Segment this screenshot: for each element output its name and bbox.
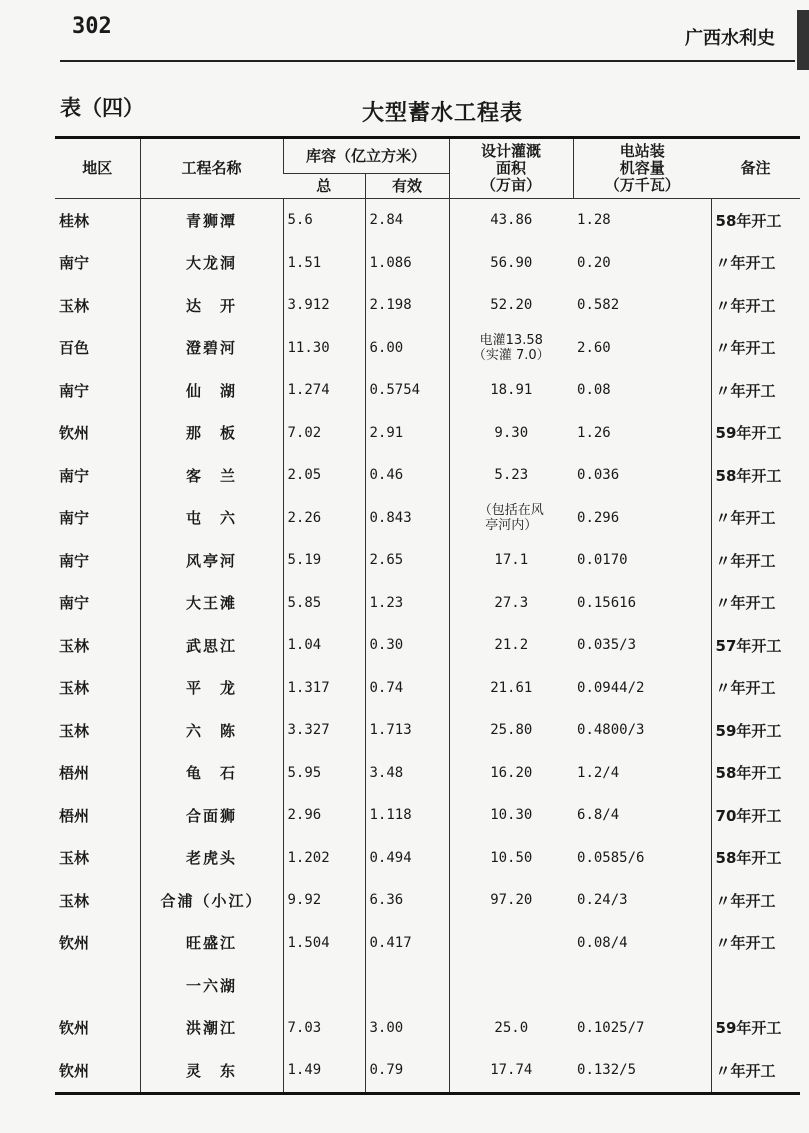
cell-name: 合面狮 xyxy=(140,794,283,837)
cell-remark: 〃年开工 xyxy=(711,582,800,625)
cell-capacity-total: 1.317 xyxy=(283,667,365,710)
table-body xyxy=(55,199,800,1094)
cell-name: 平 龙 xyxy=(140,667,283,710)
cell-region: 钦州 xyxy=(59,934,90,953)
table-row xyxy=(55,369,800,412)
cell-capacity-effective: 0.417 xyxy=(365,922,449,965)
cell-name: 大龙洞 xyxy=(140,242,283,285)
cell-power: 0.0585/6 xyxy=(577,849,645,866)
cell-power: 0.4800/3 xyxy=(577,722,645,739)
cell-capacity-effective: 0.79 xyxy=(365,1049,449,1093)
col-header-capacity-effective: 有效 xyxy=(365,174,449,199)
table-row xyxy=(55,922,800,965)
cell-remark: 〃年开工 xyxy=(711,327,800,370)
table-row xyxy=(55,709,800,752)
cell-region: 钦州 xyxy=(59,1061,90,1080)
cell-remark: 58年开工 xyxy=(711,837,800,880)
cell-capacity-total xyxy=(283,964,365,1007)
cell-irrigation: 52.20 xyxy=(449,284,573,327)
cell-capacity-effective xyxy=(365,964,449,1007)
cell-irrigation: 21.2 xyxy=(449,624,573,667)
cell-capacity-effective: 6.00 xyxy=(365,327,449,370)
cell-remark: 58年开工 xyxy=(711,752,800,795)
cell-remark: 〃年开工 xyxy=(711,539,800,582)
cell-name: 老虎头 xyxy=(140,837,283,880)
cell-capacity-total: 9.92 xyxy=(283,879,365,922)
cell-region: 百色 xyxy=(59,339,90,358)
cell-power: 1.28 xyxy=(577,212,611,229)
cell-power: 0.0170 xyxy=(577,552,628,569)
cell-name: 屯 六 xyxy=(140,497,283,540)
cell-remark: 58年开工 xyxy=(711,199,800,242)
table-row xyxy=(55,794,800,837)
cell-remark: 59年开工 xyxy=(711,709,800,752)
cell-capacity-effective: 2.198 xyxy=(365,284,449,327)
cell-power: 0.20 xyxy=(577,254,611,271)
cell-remark: 〃年开工 xyxy=(711,879,800,922)
cell-capacity-total: 2.26 xyxy=(283,497,365,540)
cell-irrigation-line-1: 电灌13.58 xyxy=(479,332,543,348)
cell-remark: 57年开工 xyxy=(711,624,800,667)
cell-capacity-effective: 2.91 xyxy=(365,412,449,455)
cell-capacity-total: 1.504 xyxy=(283,922,365,965)
cell-region: 南宁 xyxy=(59,381,90,400)
table-row xyxy=(55,964,800,1007)
cell-capacity-total: 5.85 xyxy=(283,582,365,625)
page-number: 302 xyxy=(72,14,112,39)
cell-power: 0.08 xyxy=(577,382,611,399)
cell-irrigation: 18.91 xyxy=(449,369,573,412)
cell-remark: 70年开工 xyxy=(711,794,800,837)
cell-name: 合浦（小江） xyxy=(140,879,283,922)
cell-region: 南宁 xyxy=(59,254,90,273)
cell-remark: 58年开工 xyxy=(711,454,800,497)
table-row xyxy=(55,242,800,285)
cell-irrigation: 17.74 xyxy=(449,1049,573,1093)
cell-capacity-total: 5.6 xyxy=(283,199,365,242)
cell-remark: 59年开工 xyxy=(711,412,800,455)
cell-capacity-total: 5.19 xyxy=(283,539,365,582)
table-row xyxy=(55,1049,800,1093)
cell-region: 玉林 xyxy=(59,636,90,655)
col-header-power-line-3: （万千瓦） xyxy=(604,176,680,194)
col-header-capacity: 库容（亿立方米） xyxy=(283,138,449,174)
cell-capacity-total: 1.274 xyxy=(283,369,365,412)
cell-power: 0.132/5 xyxy=(577,1062,637,1079)
cell-capacity-effective: 2.65 xyxy=(365,539,449,582)
cell-irrigation: 10.50 xyxy=(449,837,573,880)
col-header-irrigation-line-3: （万亩） xyxy=(481,176,542,194)
cell-name: 风亭河 xyxy=(140,539,283,582)
cell-irrigation: 21.61 xyxy=(449,667,573,710)
cell-irrigation: 9.30 xyxy=(449,412,573,455)
cell-irrigation: 16.20 xyxy=(449,752,573,795)
cell-name: 六 陈 xyxy=(140,709,283,752)
cell-region: 南宁 xyxy=(59,466,90,485)
cell-irrigation: 27.3 xyxy=(449,582,573,625)
cell-power xyxy=(573,964,711,1007)
cell-name: 客 兰 xyxy=(140,454,283,497)
table-row xyxy=(55,327,800,370)
cell-capacity-total: 2.96 xyxy=(283,794,365,837)
cell-capacity-total: 5.95 xyxy=(283,752,365,795)
table-row xyxy=(55,412,800,455)
cell-region: 玉林 xyxy=(59,849,90,868)
cell-irrigation: 25.0 xyxy=(449,1007,573,1050)
cell-name: 达 开 xyxy=(140,284,283,327)
cell-capacity-effective: 3.48 xyxy=(365,752,449,795)
cell-name: 大王滩 xyxy=(140,582,283,625)
col-header-name: 工程名称 xyxy=(140,138,283,199)
page-edge-mark xyxy=(797,10,809,70)
running-title: 广西水利史 xyxy=(685,28,775,49)
table-row xyxy=(55,667,800,710)
cell-power: 0.15616 xyxy=(577,594,637,611)
cell-capacity-effective: 6.36 xyxy=(365,879,449,922)
cell-region: 钦州 xyxy=(59,1019,90,1038)
cell-remark: 〃年开工 xyxy=(711,284,800,327)
col-header-irrigation-line-1: 设计灌溉 xyxy=(481,142,542,160)
col-header-remark: 备注 xyxy=(711,138,800,199)
cell-power: 0.296 xyxy=(577,509,620,526)
cell-irrigation-line-2: （实灌 7.0） xyxy=(472,347,550,363)
table-row xyxy=(55,454,800,497)
cell-power: 0.08/4 xyxy=(577,934,628,951)
reservoir-table xyxy=(55,136,800,1095)
table-title: 大型蓄水工程表 xyxy=(362,101,524,126)
cell-capacity-total: 11.30 xyxy=(283,327,365,370)
cell-irrigation xyxy=(449,964,573,1007)
cell-region xyxy=(55,964,140,1007)
cell-region: 桂林 xyxy=(59,211,90,230)
table-row xyxy=(55,539,800,582)
cell-irrigation: 5.23 xyxy=(449,454,573,497)
cell-capacity-effective: 2.84 xyxy=(365,199,449,242)
cell-irrigation: 25.80 xyxy=(449,709,573,752)
cell-irrigation: 97.20 xyxy=(449,879,573,922)
col-header-irrigation xyxy=(449,138,573,199)
cell-irrigation xyxy=(449,327,573,370)
table-row xyxy=(55,497,800,540)
cell-irrigation: 43.86 xyxy=(449,199,573,242)
cell-irrigation: 10.30 xyxy=(449,794,573,837)
cell-power: 0.036 xyxy=(577,467,620,484)
col-header-power-line-2: 机容量 xyxy=(619,159,665,177)
cell-region: 玉林 xyxy=(59,891,90,910)
cell-region: 南宁 xyxy=(59,509,90,528)
cell-name: 龟 石 xyxy=(140,752,283,795)
cell-capacity-effective: 3.00 xyxy=(365,1007,449,1050)
cell-remark: 59年开工 xyxy=(711,1007,800,1050)
cell-name: 武思江 xyxy=(140,624,283,667)
cell-name: 仙 湖 xyxy=(140,369,283,412)
cell-remark: 〃年开工 xyxy=(711,369,800,412)
cell-capacity-effective: 1.118 xyxy=(365,794,449,837)
col-header-power-line-1: 电站装 xyxy=(619,142,665,160)
table-label: 表（四） xyxy=(60,96,144,120)
cell-name: 灵 东 xyxy=(140,1049,283,1093)
cell-power: 1.26 xyxy=(577,424,611,441)
cell-name: 澄碧河 xyxy=(140,327,283,370)
cell-remark: 〃年开工 xyxy=(711,667,800,710)
cell-region: 梧州 xyxy=(59,764,90,783)
cell-capacity-total: 7.03 xyxy=(283,1007,365,1050)
cell-power: 2.60 xyxy=(577,339,611,356)
col-header-capacity-total: 总 xyxy=(283,174,365,199)
cell-name: 一六湖 xyxy=(140,964,283,1007)
cell-capacity-total: 3.327 xyxy=(283,709,365,752)
cell-power: 1.2/4 xyxy=(577,764,620,781)
header-rule xyxy=(60,60,795,62)
cell-capacity-effective: 1.713 xyxy=(365,709,449,752)
cell-region: 玉林 xyxy=(59,721,90,740)
cell-remark: 〃年开工 xyxy=(711,922,800,965)
cell-power: 0.035/3 xyxy=(577,637,637,654)
cell-capacity-effective: 1.23 xyxy=(365,582,449,625)
cell-name: 旺盛江 xyxy=(140,922,283,965)
cell-irrigation-line-1: （包括在风 xyxy=(478,502,544,518)
table-row xyxy=(55,284,800,327)
cell-irrigation xyxy=(449,497,573,540)
cell-remark: 〃年开工 xyxy=(711,497,800,540)
cell-region: 玉林 xyxy=(59,679,90,698)
cell-remark xyxy=(711,964,800,1007)
cell-power: 0.582 xyxy=(577,297,620,314)
cell-capacity-effective: 1.086 xyxy=(365,242,449,285)
cell-capacity-total: 1.51 xyxy=(283,242,365,285)
cell-region: 南宁 xyxy=(59,594,90,613)
cell-irrigation xyxy=(449,922,573,965)
col-header-power xyxy=(573,138,711,199)
cell-power: 0.1025/7 xyxy=(577,1019,645,1036)
cell-irrigation: 56.90 xyxy=(449,242,573,285)
cell-region: 玉林 xyxy=(59,296,90,315)
cell-capacity-effective: 0.5754 xyxy=(365,369,449,412)
cell-capacity-total: 2.05 xyxy=(283,454,365,497)
cell-power: 0.0944/2 xyxy=(577,679,645,696)
col-header-irrigation-line-2: 面积 xyxy=(496,159,527,177)
cell-region: 南宁 xyxy=(59,551,90,570)
cell-remark: 〃年开工 xyxy=(711,1049,800,1093)
table-row xyxy=(55,1007,800,1050)
cell-capacity-effective: 0.494 xyxy=(365,837,449,880)
cell-power: 6.8/4 xyxy=(577,807,620,824)
table-row xyxy=(55,582,800,625)
cell-capacity-total: 1.49 xyxy=(283,1049,365,1093)
cell-capacity-total: 3.912 xyxy=(283,284,365,327)
cell-capacity-effective: 0.843 xyxy=(365,497,449,540)
table-row xyxy=(55,837,800,880)
table-row xyxy=(55,752,800,795)
col-header-region: 地区 xyxy=(55,138,140,199)
cell-capacity-total: 1.04 xyxy=(283,624,365,667)
cell-name: 洪潮江 xyxy=(140,1007,283,1050)
cell-capacity-effective: 0.30 xyxy=(365,624,449,667)
table-row xyxy=(55,624,800,667)
cell-capacity-effective: 0.46 xyxy=(365,454,449,497)
cell-capacity-total: 1.202 xyxy=(283,837,365,880)
cell-name: 青狮潭 xyxy=(140,199,283,242)
cell-irrigation-line-2: 亭河内） xyxy=(485,517,538,533)
cell-capacity-total: 7.02 xyxy=(283,412,365,455)
cell-irrigation: 17.1 xyxy=(449,539,573,582)
cell-remark: 〃年开工 xyxy=(711,242,800,285)
cell-power: 0.24/3 xyxy=(577,892,628,909)
cell-region: 钦州 xyxy=(59,424,90,443)
cell-capacity-effective: 0.74 xyxy=(365,667,449,710)
cell-name: 那 板 xyxy=(140,412,283,455)
table-row xyxy=(55,199,800,242)
table-row xyxy=(55,879,800,922)
cell-region: 梧州 xyxy=(59,806,90,825)
